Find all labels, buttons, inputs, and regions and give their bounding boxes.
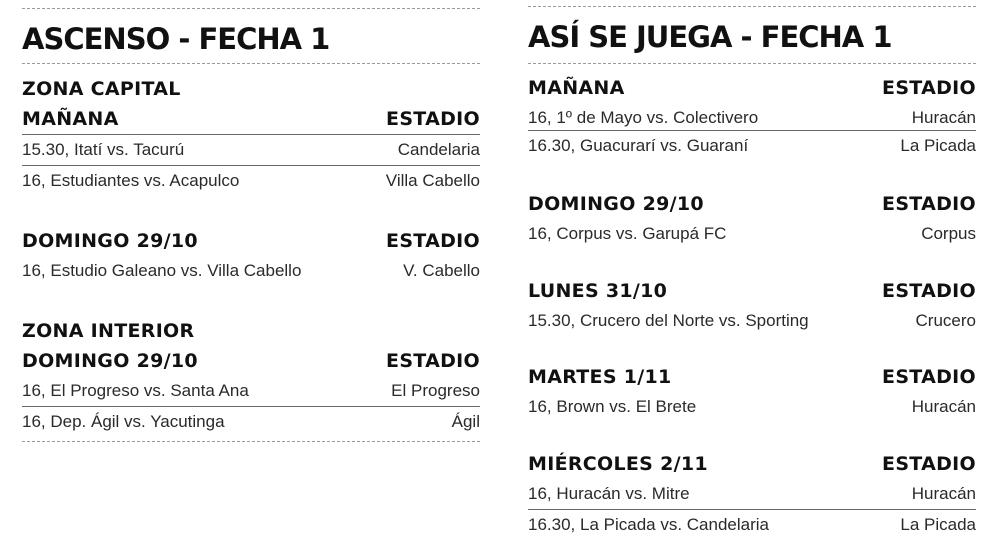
day-label: DOMINGO 29/10 [22, 350, 198, 372]
stadium-header: ESTADIO [386, 230, 480, 252]
match-text: 16, Estudio Galeano vs. Villa Cabello [22, 261, 302, 280]
day-label: MIÉRCOLES 2/11 [528, 453, 708, 475]
day-header [528, 362, 976, 392]
stadium-header: ESTADIO [882, 366, 976, 388]
day-header [528, 73, 976, 103]
stadium-header: ESTADIO [386, 108, 480, 130]
match-text: 15.30, Itatí vs. Tacurú [22, 140, 185, 159]
day-header [528, 449, 976, 479]
day-header [22, 346, 480, 376]
stadium-header: ESTADIO [386, 350, 480, 372]
match-stadium: Crucero [915, 311, 976, 330]
match-text: 16, Dep. Ágil vs. Yacutinga [22, 412, 225, 431]
asi-se-juega-panel [528, 0, 976, 540]
match-stadium: Candelaria [397, 140, 480, 159]
top-divider [528, 6, 976, 7]
match-text: 16.30, La Picada vs. Candelaria [528, 515, 769, 534]
zona-interior-label: ZONA INTERIOR [22, 320, 195, 342]
top-divider [22, 8, 480, 9]
ascenso-panel [22, 0, 480, 442]
match-text: 16.30, Guacurarí vs. Guaraní [528, 136, 749, 155]
match-stadium: Huracán [911, 397, 976, 416]
stadium-header: ESTADIO [882, 77, 976, 99]
match-row [528, 131, 976, 161]
match-stadium: La Picada [900, 136, 976, 155]
match-row [528, 219, 976, 249]
day-header [528, 189, 976, 219]
match-text: 16, El Progreso vs. Santa Ana [22, 381, 249, 400]
match-row [22, 166, 480, 196]
day-header [22, 226, 480, 256]
day-label: MAÑANA [528, 77, 625, 99]
stadium-header: ESTADIO [882, 193, 976, 215]
day-label: MARTES 1/11 [528, 366, 672, 388]
match-row [22, 376, 480, 406]
match-stadium: Huracán [911, 484, 976, 503]
match-stadium: Huracán [911, 108, 976, 127]
day-header [22, 104, 480, 134]
zona-capital-label: ZONA CAPITAL [22, 78, 181, 100]
match-text: 16, 1º de Mayo vs. Colectivero [528, 108, 759, 127]
match-row [528, 479, 976, 509]
day-header [528, 276, 976, 306]
ascenso-title: ASCENSO - FECHA 1 [22, 22, 330, 56]
match-text: 16, Huracán vs. Mitre [528, 484, 690, 503]
day-label: DOMINGO 29/10 [22, 230, 198, 252]
day-label: DOMINGO 29/10 [528, 193, 704, 215]
match-stadium: Corpus [921, 224, 976, 243]
stadium-header: ESTADIO [882, 453, 976, 475]
match-row [528, 103, 976, 133]
asi-se-juega-title: ASÍ SE JUEGA - FECHA 1 [528, 20, 892, 54]
day-label: MAÑANA [22, 108, 119, 130]
match-text: 16, Estudiantes vs. Acapulco [22, 171, 240, 190]
match-text: 16, Corpus vs. Garupá FC [528, 224, 727, 243]
match-row [22, 256, 480, 286]
day-label: LUNES 31/10 [528, 280, 668, 302]
stadium-header: ESTADIO [882, 280, 976, 302]
match-row [528, 510, 976, 540]
match-row [22, 407, 480, 437]
match-text: 16, Brown vs. El Brete [528, 397, 697, 416]
match-text: 15.30, Crucero del Norte vs. Sporting [528, 311, 809, 330]
match-stadium: El Progreso [391, 381, 480, 400]
match-row [528, 392, 976, 422]
match-stadium: Villa Cabello [385, 171, 480, 190]
match-row [22, 135, 480, 165]
match-stadium: Ágil [451, 412, 480, 431]
match-stadium: V. Cabello [403, 261, 480, 280]
match-row [528, 306, 976, 336]
bottom-divider [22, 441, 480, 442]
match-stadium: La Picada [900, 515, 976, 534]
